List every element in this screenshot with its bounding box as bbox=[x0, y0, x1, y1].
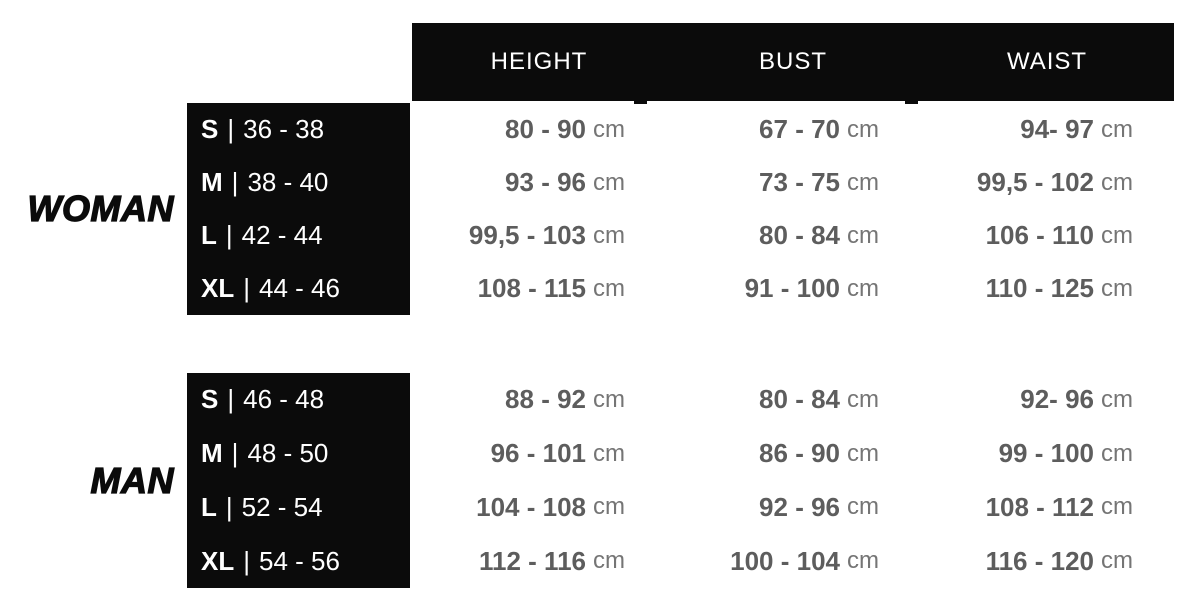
measurement-value: 116 - 120 bbox=[985, 545, 1094, 576]
size-range: 54 - 56 bbox=[259, 545, 340, 576]
measurement-value: 99,5 - 103 bbox=[468, 220, 586, 250]
unit-label: cm bbox=[847, 168, 879, 196]
woman-section-label: WOMAN bbox=[27, 188, 174, 229]
cell-woman-xl-waist bbox=[920, 262, 1174, 315]
cell-woman-l-height bbox=[412, 209, 666, 262]
measurement-value: 106 - 110 bbox=[985, 220, 1094, 250]
size-row-man-m bbox=[187, 427, 410, 481]
header-bust: BUST bbox=[758, 48, 827, 75]
unit-label: cm bbox=[1101, 439, 1133, 467]
unit-label: cm bbox=[847, 221, 879, 249]
measurement-value: 91 - 100 bbox=[744, 273, 840, 303]
measurement-value: 93 - 96 bbox=[505, 167, 586, 197]
unit-label: cm bbox=[1101, 168, 1133, 196]
unit-label: cm bbox=[847, 547, 879, 575]
size-separator: | bbox=[231, 438, 239, 469]
cell-man-xl-waist bbox=[920, 534, 1174, 588]
measurement-value: 104 - 108 bbox=[476, 491, 586, 522]
header-height: HEIGHT bbox=[490, 48, 588, 75]
woman-size-column bbox=[187, 103, 410, 315]
cell-woman-m-height bbox=[412, 156, 666, 209]
cell-man-l-waist bbox=[920, 481, 1174, 535]
measurement-value: 99 - 100 bbox=[998, 438, 1094, 469]
cell-man-s-bust bbox=[666, 373, 920, 427]
size-row-woman-m bbox=[187, 156, 410, 209]
size-separator: | bbox=[225, 220, 233, 250]
measurement-value: 80 - 90 bbox=[505, 114, 586, 144]
size-letter: M bbox=[201, 438, 223, 469]
measurement-value: 92- 96 bbox=[1020, 384, 1094, 415]
measurement-value: 88 - 92 bbox=[505, 384, 586, 415]
unit-label: cm bbox=[1101, 221, 1133, 249]
size-range: 46 - 48 bbox=[243, 384, 325, 415]
unit-label: cm bbox=[847, 115, 879, 143]
size-row-woman-xl bbox=[187, 262, 410, 315]
measurement-value: 94- 97 bbox=[1020, 114, 1094, 144]
unit-label: cm bbox=[593, 547, 625, 575]
cell-man-s-height bbox=[412, 373, 666, 427]
cell-man-l-height bbox=[412, 481, 666, 535]
size-row-woman-s bbox=[187, 103, 410, 156]
unit-label: cm bbox=[1101, 115, 1133, 143]
measurement-value: 99,5 - 102 bbox=[976, 167, 1094, 197]
measurement-value: 100 - 104 bbox=[730, 545, 840, 576]
measurement-value: 67 - 70 bbox=[759, 114, 840, 144]
size-letter: S bbox=[201, 384, 219, 415]
unit-label: cm bbox=[593, 385, 625, 413]
unit-label: cm bbox=[1101, 493, 1133, 521]
size-range: 42 - 44 bbox=[241, 220, 323, 250]
cell-woman-m-bust bbox=[666, 156, 920, 209]
size-separator: | bbox=[227, 384, 235, 415]
size-range: 44 - 46 bbox=[259, 273, 340, 303]
cell-man-m-bust bbox=[666, 427, 920, 481]
header-waist: WAIST bbox=[1006, 48, 1088, 75]
size-separator: | bbox=[225, 491, 233, 522]
cell-man-s-waist bbox=[920, 373, 1174, 427]
unit-label: cm bbox=[593, 221, 625, 249]
size-letter: M bbox=[201, 167, 223, 197]
unit-label: cm bbox=[1101, 547, 1133, 575]
size-letter: S bbox=[201, 114, 219, 144]
measurement-value: 92 - 96 bbox=[759, 491, 840, 522]
cell-woman-l-waist bbox=[920, 209, 1174, 262]
cell-woman-m-waist bbox=[920, 156, 1174, 209]
measurement-value: 96 - 101 bbox=[490, 438, 586, 469]
cell-man-m-height bbox=[412, 427, 666, 481]
cell-woman-xl-bust bbox=[666, 262, 920, 315]
measurement-header bbox=[412, 23, 1174, 101]
unit-label: cm bbox=[847, 493, 879, 521]
size-letter: XL bbox=[201, 273, 235, 303]
cell-woman-xl-height bbox=[412, 262, 666, 315]
measurement-value: 108 - 115 bbox=[477, 273, 586, 303]
size-separator: | bbox=[243, 545, 250, 576]
unit-label: cm bbox=[1101, 274, 1133, 302]
cell-woman-s-bust bbox=[666, 103, 920, 156]
measurement-value: 108 - 112 bbox=[985, 491, 1094, 522]
size-range: 52 - 54 bbox=[241, 491, 323, 522]
cell-man-xl-height bbox=[412, 534, 666, 588]
cell-woman-l-bust bbox=[666, 209, 920, 262]
man-data-grid bbox=[412, 373, 1174, 588]
measurement-value: 80 - 84 bbox=[759, 384, 840, 415]
cell-woman-s-waist bbox=[920, 103, 1174, 156]
unit-label: cm bbox=[847, 439, 879, 467]
unit-label: cm bbox=[593, 274, 625, 302]
size-range: 36 - 38 bbox=[243, 114, 325, 144]
cell-man-m-waist bbox=[920, 427, 1174, 481]
size-letter: XL bbox=[201, 545, 235, 576]
size-row-man-l bbox=[187, 481, 410, 535]
size-letter: L bbox=[201, 491, 217, 522]
unit-label: cm bbox=[847, 274, 879, 302]
size-separator: | bbox=[243, 273, 250, 303]
man-section-label: MAN bbox=[90, 459, 174, 501]
size-letter: L bbox=[201, 220, 217, 250]
unit-label: cm bbox=[593, 439, 625, 467]
measurement-value: 80 - 84 bbox=[759, 220, 840, 250]
size-row-man-s bbox=[187, 373, 410, 427]
unit-label: cm bbox=[593, 115, 625, 143]
size-separator: | bbox=[231, 167, 239, 197]
size-row-woman-l bbox=[187, 209, 410, 262]
woman-data-grid bbox=[412, 103, 1174, 315]
size-separator: | bbox=[227, 114, 235, 144]
unit-label: cm bbox=[593, 168, 625, 196]
measurement-value: 112 - 116 bbox=[479, 545, 586, 576]
unit-label: cm bbox=[847, 385, 879, 413]
size-range: 38 - 40 bbox=[247, 167, 329, 197]
man-size-column bbox=[187, 373, 410, 588]
unit-label: cm bbox=[1101, 385, 1133, 413]
cell-man-l-bust bbox=[666, 481, 920, 535]
measurement-value: 86 - 90 bbox=[759, 438, 840, 469]
cell-man-xl-bust bbox=[666, 534, 920, 588]
cell-woman-s-height bbox=[412, 103, 666, 156]
size-range: 48 - 50 bbox=[247, 438, 329, 469]
measurement-value: 73 - 75 bbox=[759, 167, 840, 197]
size-row-man-xl bbox=[187, 534, 410, 588]
unit-label: cm bbox=[593, 493, 625, 521]
measurement-value: 110 - 125 bbox=[985, 273, 1094, 303]
